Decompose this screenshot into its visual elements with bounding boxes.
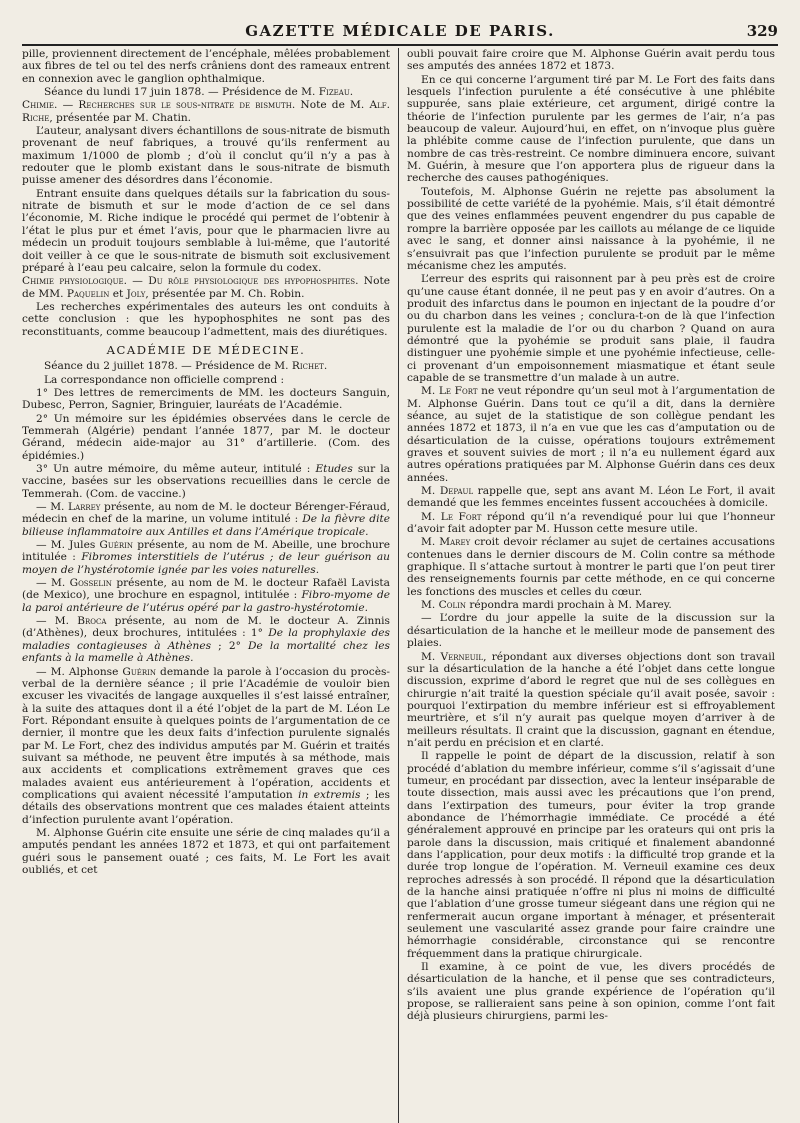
text-run: — M. xyxy=(36,577,70,590)
text-run: M. xyxy=(421,385,439,398)
left-paragraph-13 xyxy=(22,463,390,500)
right-paragraph-12 xyxy=(407,750,775,960)
text-run: présente, au nom de M. le docteur Rafaël Lavista (de Mexico), une brochure en espagnol, intitulée : xyxy=(22,577,391,602)
text-run: présente, au nom de M. le docteur Bérenger-Féraud, médecin en chef de la marine, un volume intitulé : xyxy=(22,501,390,526)
text-run: — M. xyxy=(36,615,78,628)
text-run: Du rôle physiologique des hypophosphites xyxy=(148,275,356,288)
text-run: Depaul xyxy=(439,485,474,498)
text-run: M. Alphonse Guérin cite ensuite une série de cinq malades qu’il a amputés pendant les années 1872 et 1873, et qui ont parfaitement guéri sous le pansement ouaté ; ces faits, M. Le Fort les avait oubliés, et cet xyxy=(22,826,390,876)
left-paragraph-18 xyxy=(22,666,390,826)
text-run: sur la vaccine, basées sur les observations recueillies dans le cercle de Temmerah. (Com. de vaccine.) xyxy=(22,463,391,500)
right-paragraph-1 xyxy=(407,48,775,73)
text-run: Marey xyxy=(439,536,471,549)
text-run: . Note de M. xyxy=(291,99,370,112)
text-run: présente, au nom de M. Abeille, une brochure intitulée : xyxy=(22,539,390,564)
text-run: Le Fort xyxy=(438,385,478,398)
right-paragraph-13 xyxy=(407,961,775,1023)
left-paragraph-15 xyxy=(22,539,390,576)
journal-title: GAZETTE MÉDICALE DE PARIS. xyxy=(245,22,555,40)
text-run: Gosselin xyxy=(69,577,112,590)
right-paragraph-7 xyxy=(407,511,775,536)
text-run: 3° Un autre mémoire, du même auteur, intitulé : xyxy=(36,463,316,475)
text-run: Le Fort xyxy=(440,510,482,523)
right-paragraph-5 xyxy=(407,385,775,484)
text-run: Les recherches expérimentales des auteurs les ont conduits à cette conclusion : que les hypophosphites ne sont pas des reconstituants, comme beaucoup l’admettent, mais des diurétiques. xyxy=(22,300,390,338)
text-run: — M. xyxy=(36,501,69,514)
text-run: Séance du 2 juillet 1878. — Présidence de M. xyxy=(44,360,292,373)
text-run: . Note de MM. xyxy=(22,275,390,300)
left-paragraph-19 xyxy=(22,827,390,876)
right-paragraph-8 xyxy=(407,536,775,598)
text-run: ; les détails des observations montrent que ces malades étaient atteints d’infection purulente avant l’opération. xyxy=(22,788,390,826)
right-paragraph-4 xyxy=(407,273,775,384)
article-columns xyxy=(22,48,778,1123)
text-run: , présentée par M. Chatin. xyxy=(49,111,192,124)
text-run: Guérin xyxy=(122,665,157,678)
text-run: De la mortalité chez les enfants à la mamelle à Athènes. xyxy=(22,639,390,665)
text-run: Chimie physiologique xyxy=(22,275,124,288)
text-run: présente, au nom de M. le docteur A. Zinnis (d’Athènes), deux brochures, intitulées : 1° xyxy=(22,615,390,640)
text-run: , présentée par M. Ch. Robin. xyxy=(145,287,305,300)
right-paragraph-11 xyxy=(407,651,775,750)
text-run: rappelle que, sept ans avant M. Léon Le Fort, il avait demandé que les femmes enceintes fussent accouchées à domicile. xyxy=(407,485,775,510)
text-run: . xyxy=(349,86,354,99)
text-run: Fizeau xyxy=(318,86,350,99)
text-run: pille, proviennent directement de l’encéphale, mêlées probablement aux fibres de tel ou tel des nerfs crâniens dont des rameaux entrent en connexion avec le ganglion ophthalmique. xyxy=(22,48,390,85)
text-run: Richet xyxy=(291,360,324,373)
text-run: Verneuil xyxy=(440,650,484,663)
left-paragraph-17 xyxy=(22,615,390,664)
text-run: Fibromes interstitiels de l’utérus ; de leur guérison au moyen de l’hystérotomie ignée par les voies naturelles. xyxy=(22,551,390,576)
text-run: M. xyxy=(421,510,441,523)
text-run: M. xyxy=(421,485,440,498)
text-run: 1° Des lettres de remerciments de MM. les docteurs Sanguin, Dubesc, Perron, Sagnier, Bringuier, lauréats de l’Académie. xyxy=(22,386,390,412)
left-paragraph-16 xyxy=(22,577,390,614)
text-run: Chimie xyxy=(22,99,55,112)
text-run: 2° Un mémoire sur les épidémies observées dans le cercle de Temmerah (Algérie) pendant l’année 1877, par M. le docteur Gérand, médecin aide-major au 31° d’artillerie. (Com. des épidémies.) xyxy=(22,412,390,462)
left-paragraph-5 xyxy=(22,188,390,274)
right-paragraph-2 xyxy=(407,74,775,185)
text-run: M. xyxy=(421,536,440,549)
text-run: Colin xyxy=(438,599,466,612)
text-run: in extremis xyxy=(298,788,361,801)
text-run: Entrant ensuite dans quelques détails sur la fabrication du sous-nitrate de bismuth et sur le mode d’action de ce sel dans l’économie, M. Riche indique le procédé qui permet de l’obtenir à l’état le plus pur et émet l’avis, pour que le pharmacien livre au médecin un produit toujours semblable à lui-même, que l’autorité doit veiller à ce que le sous-nitrate de bismuth soit exclusivement préparé à l’eau peu calcaire, selon la formule du codex. xyxy=(22,187,390,274)
text-run: . — xyxy=(54,99,79,112)
text-run: Larrey xyxy=(68,501,101,514)
text-run: et xyxy=(109,287,127,300)
left-paragraph-3 xyxy=(22,99,390,124)
text-run: M. xyxy=(421,650,441,663)
text-run: Il rappelle le point de départ de la discussion, relatif à son procédé d’ablation du membre inférieur, comme s’il s’agissait d’une tumeur, en procédant par dissection, avec la lenteur inséparable de toute dissection, mais aussi avec les précautions que l’on prend, dans l’extirpation des tumeurs, pour éviter la trop grande abondance de l’hémorrhagie immédiate. Ce procédé a été généralement approuvé en principe par les orateurs qui ont pris la parole dans la discussion, mais critiqué et finalement abandonné dans l’application, pour deux motifs : la difficulté trop grande et la durée trop longue de l’opération. M. Verneuil examine ces deux reproches adressés à son procédé. Il répond que la désarticulation de la hanche ainsi pratiquée n’offre ni plus ni moins de difficulté que l’ablation d’une grosse tumeur siégeant dans une région qui ne renfermerait aucun organe important à ménager, et présenterait seulement une vascularité assez grande pour faire craindre une hémorrhagie considérable, circonstance qui se rencontre fréquemment dans la pratique chirurgicale. xyxy=(407,750,775,960)
text-run: De la fièvre dite bilieuse inflammatoire aux Antilles et dans l’Amérique tropicale. xyxy=(22,513,390,538)
text-run: Toutefois, M. Alphonse Guérin ne rejette pas absolument la possibilité de cette variété de la pyohémie. Mais, s’il était démontré que des veines enflammées peuvent engendrer du pus capable de rompre la barrière opposée par les caillots au mélange de ce liquide avec le sang, et donner ainsi naissance à la pyohémie, il ne s’ensuivrait pas que l’infection purulente se produit par le même mécanisme chez les amputés. xyxy=(407,185,775,272)
left-paragraph-4 xyxy=(22,125,390,187)
right-paragraph-3 xyxy=(407,186,775,272)
text-run: ne veut répondre qu’un seul mot à l’argumentation de M. Alphonse Guérin. Dans tout ce qu’il a dit, dans la dernière séance, au sujet de la statistique de son collègue pendant les années 1872 et 1873, il n’a en vue que les cas d’amputation ou de désarticulation de la cuisse, opérations toujours extrêmement graves et souvent suivies de mort ; il n’a eu nullement égard aux autres opérations pratiquées par M. Alphonse Guérin dans ces deux années. xyxy=(407,385,775,484)
text-run: oubli pouvait faire croire que M. Alphonse Guérin avait perdu tous ses amputés des années 1872 et 1873. xyxy=(407,48,775,73)
text-run: En ce qui concerne l’argument tiré par M. Le Fort des faits dans lesquels l’infection purulente a été consécutive à une phlébite suppurée, sans plaie extérieure, cet argument, dirigé contre la théorie de l’infection purulente par les germes de l’air, n’a pas beaucoup de valeur. Aujourd’hui, en effet, on n’invoque plus guère la phlébite comme cause de l’infection purulente, que dans un nombre de cas très-restreint. Ce nombre diminuera encore, suivant M. Guérin, à mesure que l’on apportera plus de rigueur dans la recherche des causes pathogéniques. xyxy=(407,73,775,185)
text-run: Il examine, à ce point de vue, les divers procédés de désarticulation de la hanche, et il pense que ses contradicteurs, s’ils avaient une plus grande expérience de l’opération qu’il propose, se rallieraient sans peine à son opinion, comme l’ont fait déjà plusieurs chirurgiens, parmi les- xyxy=(407,961,775,1023)
left-paragraph-2 xyxy=(22,86,390,98)
text-run: . xyxy=(323,360,328,373)
text-run: Séance du lundi 17 juin 1878. — Présidence de M. xyxy=(44,86,319,99)
text-run: L’erreur des esprits qui raisonnent par à peu près est de croire qu’une cause étant donnée, il ne peut pas y en avoir d’autres. On a produit des infarctus dans le poumon en injectant de la poudre d’or ou du charbon dans les veines ; conclura-t-on de là que l’infection purulente est la maladie de l’or ou du charbon ? Quand on aura démontré que la pyohémie se produit sans plaie, il faudra distinguer une pyohémie simple et une pyohémie infectieuse, celle-ci provenant d’un empoisonnement miasmatique et étant seule capable de se transmettre d’un malade à un autre. xyxy=(407,273,775,384)
left-paragraph-10 xyxy=(22,374,390,386)
text-run: Guérin xyxy=(99,539,134,552)
left-paragraph-7 xyxy=(22,301,390,338)
left-paragraph-1 xyxy=(22,48,390,85)
text-run: — M. Alphonse xyxy=(36,665,123,678)
right-paragraph-9 xyxy=(407,599,775,611)
text-run: M. xyxy=(421,599,439,612)
text-run: croit devoir réclamer au sujet de certaines accusations contenues dans le dernier discours de M. Colin contre sa méthode graphique. Il s’attache surtout à montrer le parti que l’on peut tirer des renseignements fournis par cette méthode, en ce qui concerne les fonctions des muscles et celles du cœur. xyxy=(407,536,775,598)
text-run: répond qu’il n’a revendiqué pour lui que l’honneur d’avoir fait adopter par M. Husson cette mesure utile. xyxy=(407,510,775,536)
text-run: ; 2° xyxy=(211,639,249,652)
text-run: . — xyxy=(123,275,149,288)
page-header xyxy=(22,22,778,46)
text-run: répondra mardi prochain à M. Marey. xyxy=(465,599,672,612)
text-run: Joly xyxy=(126,287,146,300)
text-run: La correspondance non officielle comprend : xyxy=(44,373,285,386)
text-run: L’auteur, analysant divers échantillons de sous-nitrate de bismuth provenant de neuf fabriques, a trouvé qu’ils renferment au maximum 1/1000 de plomb ; d’où il conclut qu’il n’y a pas à redouter que le plomb existant dans le sous-nitrate de bismuth puisse amener des désordres dans l’économie. xyxy=(22,125,390,187)
left-paragraph-8 xyxy=(22,344,390,356)
page-number: 329 xyxy=(746,22,778,40)
text-run: Recherches sur le sous-nitrate de bismuth xyxy=(78,99,292,112)
text-run: , répondant aux diverses objections dont son travail sur la désarticulation de la hanche a été l’objet dans cette longue discussion, exprime d’abord le regret que nul de ses collègues en chirurgie n’ait traité la question spéciale qu’il avait posée, savoir : pourquoi l’extirpation du membre inférieur est si effroyablement meurtrière, et s’il n’y aurait pas quelque moyen d’arriver à de meilleurs résultats. Il craint que la discussion, gagnant en étendue, n’ait perdu en précision et en clarté. xyxy=(407,650,775,749)
text-run: — L’ordre du jour appelle la suite de la discussion sur la désarticulation de la hanche et le meilleur mode de pansement des plaies. xyxy=(407,612,775,650)
text-run: Broca xyxy=(77,615,107,628)
right-paragraph-10 xyxy=(407,612,775,649)
left-paragraph-11 xyxy=(22,387,390,412)
text-run: Paquelin xyxy=(66,287,110,300)
left-paragraph-9 xyxy=(22,360,390,372)
left-paragraph-6 xyxy=(22,275,390,300)
right-paragraph-6 xyxy=(407,485,775,510)
text-run: Fibro-myome de la paroi antérieure de l’utérus opéré par la gastro-hystérotomie. xyxy=(22,589,391,614)
text-run: — M. Jules xyxy=(36,539,100,552)
text-run: Alf. Riche xyxy=(22,99,391,124)
text-run: Etudes xyxy=(315,463,353,475)
left-paragraph-14 xyxy=(22,501,390,538)
text-run: De la prophylaxie des maladies contagieuses à Athènes xyxy=(22,627,390,652)
left-column xyxy=(22,48,398,1123)
right-column xyxy=(399,48,775,1123)
left-paragraph-12 xyxy=(22,413,390,462)
text-run: demande la parole à l’occasion du procès-verbal de la dernière séance ; il prie l’Académie de vouloir bien excuser les vivacités de langage auxquelles il s’est laissé entraîner, à la suite des attaques dont il a été l’objet de la part de M. Léon Le Fort. Répondant ensuite à quelques points de l’argumentation de ce dernier, il montre que les deux faits d’infection purulente signalés par M. Le Fort, chez des individus amputés par M. Guérin et traités suivant sa méthode, ne peuvent être imputés à sa méthode, mais aux accidents et complications extrêmement graves que ces malades avaient eus antérieurement à l’opération, accidents et complications qui avaient nécessité l’amputation xyxy=(22,665,390,801)
text-run: ACADÉMIE DE MÉDECINE. xyxy=(106,342,306,357)
